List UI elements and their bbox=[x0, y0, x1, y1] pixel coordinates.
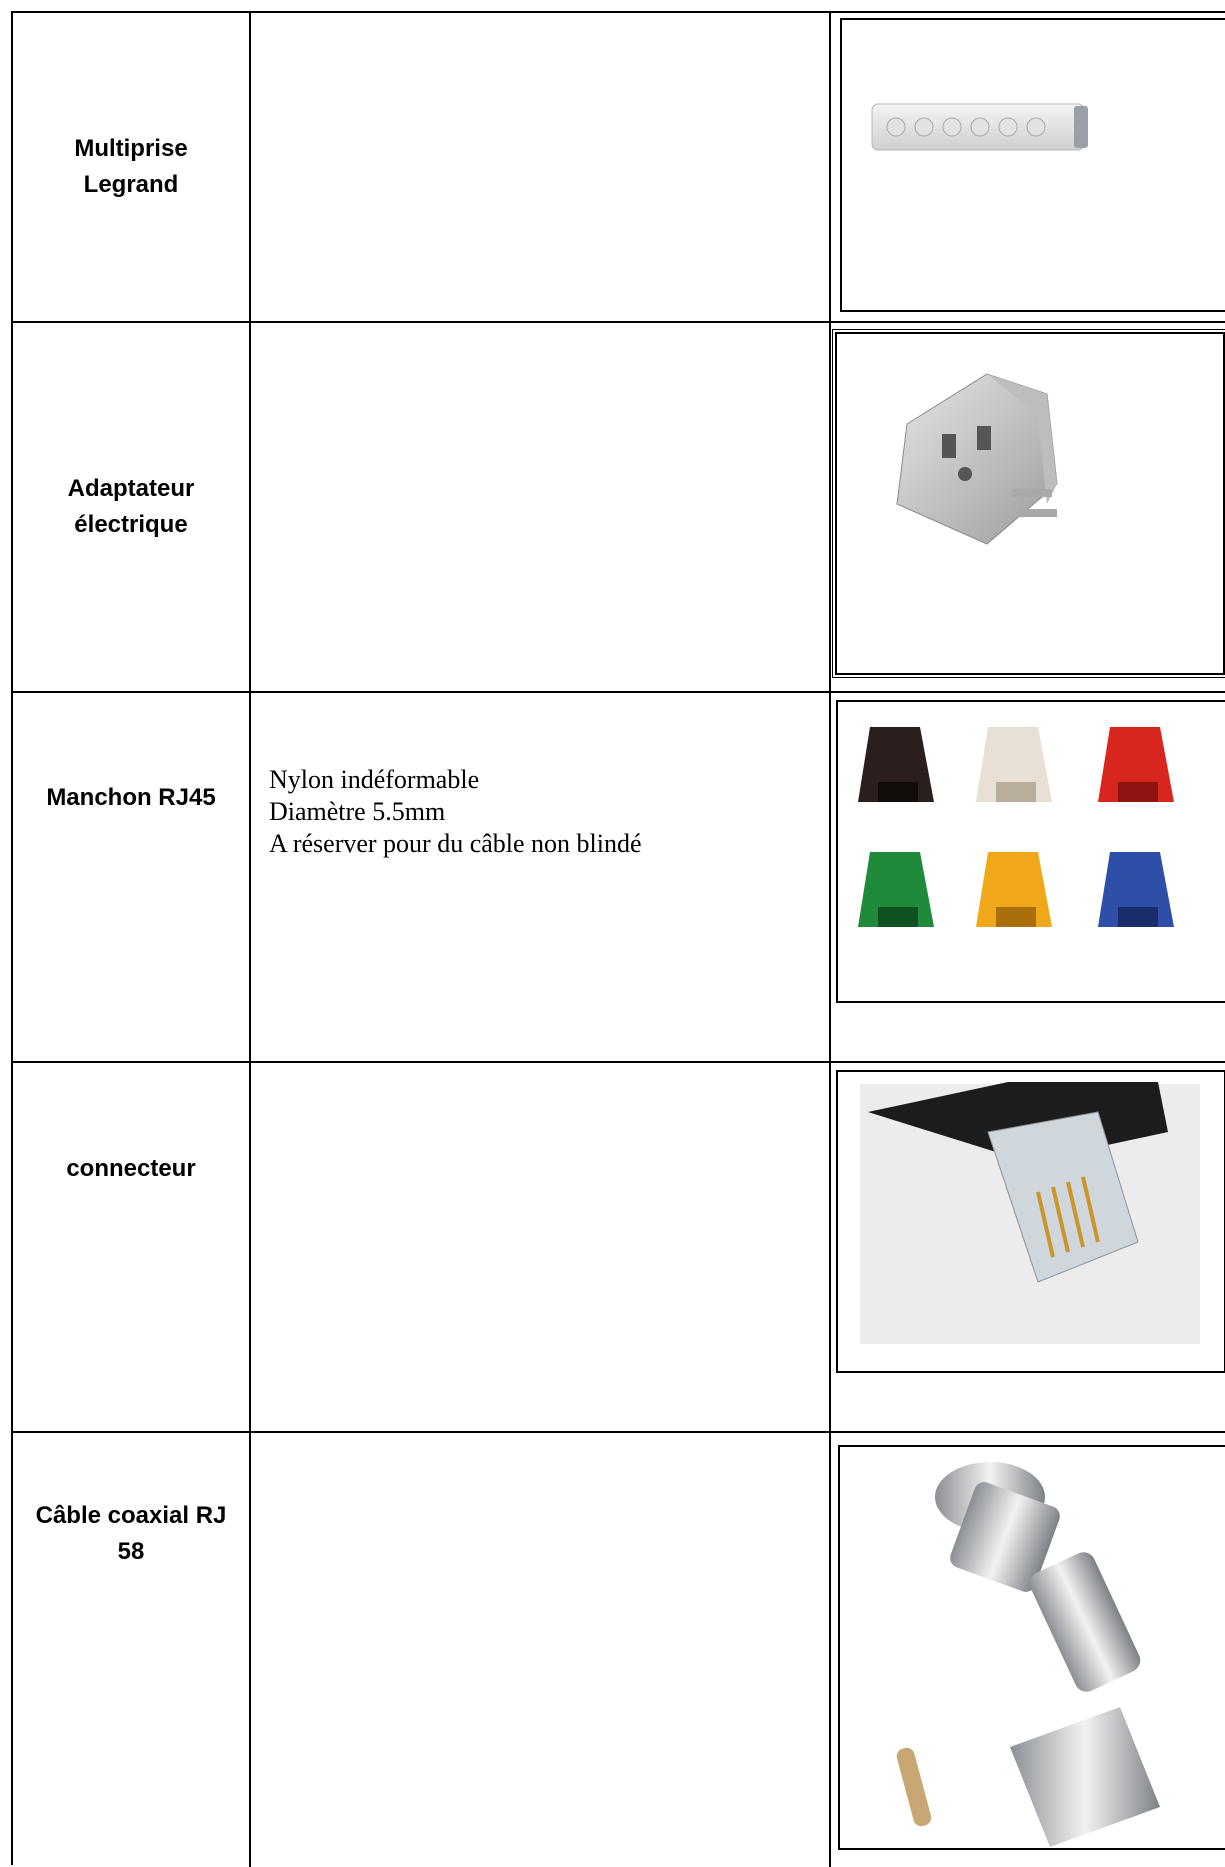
description-line: Diamètre 5.5mm bbox=[269, 797, 446, 826]
boot-green bbox=[858, 852, 934, 927]
power-strip-photo bbox=[840, 18, 1225, 312]
row-label-text: Multiprise Legrand bbox=[74, 135, 188, 198]
row-label-text: Adaptateur électrique bbox=[67, 475, 195, 538]
boot-blue bbox=[1098, 852, 1174, 927]
row-label-text: Câble coaxial RJ 58 bbox=[35, 1502, 227, 1565]
description-line: Nylon indéformable bbox=[269, 765, 480, 794]
boot-orange bbox=[976, 852, 1052, 927]
row-label-text: connecteur bbox=[66, 1154, 196, 1182]
table-row bbox=[13, 693, 1225, 1063]
boot-black bbox=[858, 727, 934, 802]
travel-adapter-photo bbox=[835, 332, 1225, 675]
rj-connector-photo bbox=[836, 1070, 1225, 1373]
boot-red bbox=[1098, 727, 1174, 802]
product-table bbox=[11, 11, 1225, 1865]
row-label bbox=[13, 13, 249, 321]
bnc-connector-photo bbox=[838, 1445, 1225, 1850]
table-row bbox=[13, 1433, 1225, 1867]
row-label bbox=[13, 693, 249, 903]
row-label bbox=[13, 323, 249, 691]
table-row bbox=[13, 1063, 1225, 1433]
table-row bbox=[13, 323, 1225, 693]
row-description bbox=[269, 764, 642, 860]
table-row bbox=[13, 13, 1225, 323]
row-label-text: Manchon RJ45 bbox=[46, 784, 216, 811]
row-label bbox=[13, 1063, 249, 1274]
description-line: A réserver pour du câble non blindé bbox=[269, 829, 642, 858]
row-label bbox=[13, 1433, 249, 1635]
boot-white bbox=[976, 727, 1052, 802]
rj45-boots-photo bbox=[836, 700, 1225, 1003]
